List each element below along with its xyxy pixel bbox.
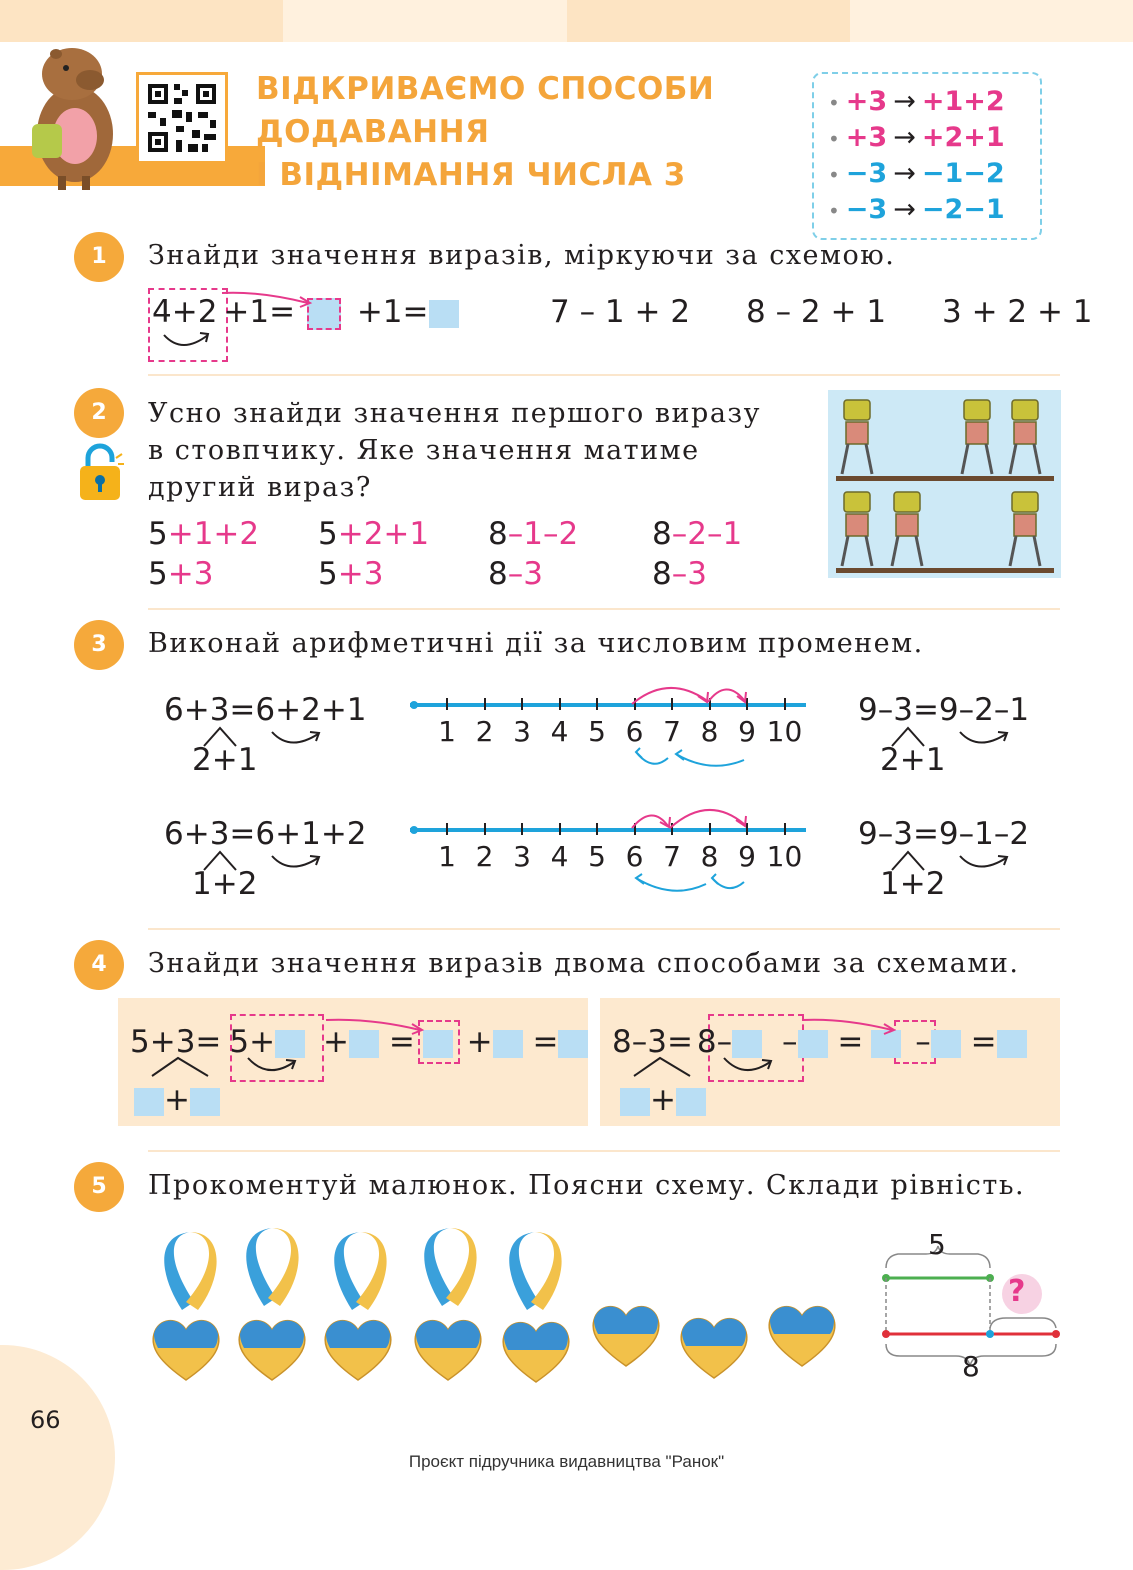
- number-line-label: 9: [738, 715, 756, 748]
- number-line-label: 10: [766, 840, 803, 873]
- number-line-label: 8: [700, 715, 719, 748]
- task-2-column: 5+2+1 5+3: [318, 516, 430, 592]
- ribbons-and-hearts-illustration: [150, 1222, 850, 1386]
- task-1-expr: 7 – 1 + 2: [550, 294, 691, 330]
- task-1-text: Знайди значення виразів, міркуючи за схемою.: [148, 240, 896, 271]
- task-4-right-arrows: [612, 1010, 912, 1090]
- task-3-split: 1+2: [880, 866, 946, 902]
- title-line-1: ВІДКРИВАЄМО СПОСОБИ: [256, 71, 715, 107]
- task-1-number: 1: [74, 232, 124, 282]
- answer-box[interactable]: [190, 1088, 220, 1116]
- number-line-label: 7: [663, 715, 681, 748]
- strategy-box: [812, 72, 1042, 240]
- title-line-2: ДОДАВАННЯ: [256, 114, 490, 150]
- split-marks: [190, 848, 340, 878]
- task-5-number: 5: [74, 1162, 124, 1212]
- split-marks: [878, 848, 1028, 878]
- top-color-bar: [0, 0, 1133, 42]
- answer-box[interactable]: [134, 1088, 164, 1116]
- number-line-label: 1: [438, 715, 456, 748]
- task-3-right-expr: 9–3=9–2–1: [858, 692, 1030, 728]
- number-line-arrows: [410, 796, 810, 896]
- robots-illustration: [828, 390, 1061, 578]
- number-line-label: 6: [625, 715, 644, 748]
- divider: [148, 1150, 1060, 1152]
- task-3-left-expr: 6+3=6+2+1: [164, 692, 367, 728]
- task-2-column: 8–2–1 8–3: [652, 516, 743, 592]
- number-line-label: 4: [550, 715, 569, 748]
- example-arrows: [150, 285, 320, 355]
- task-1-expr: 3 + 2 + 1: [942, 294, 1093, 330]
- answer-box[interactable]: [620, 1088, 650, 1116]
- task-3-split: 1+2: [192, 866, 258, 902]
- number-line-label: 1: [438, 840, 456, 873]
- task-4-left-expr: 5+3= 5+ + = + =: [130, 1024, 588, 1060]
- task-4-right-expr: 8–3= 8– – = – =: [612, 1024, 1027, 1060]
- answer-box[interactable]: [676, 1088, 706, 1116]
- task-2-text: Усно знайди значення першого виразу в стовпчику. Яке значення матиме другий вираз?: [148, 398, 762, 503]
- task-3-text: Виконай арифметичні дії за числовим променем.: [148, 628, 924, 659]
- task-2-number: 2: [74, 388, 124, 438]
- split-marks: [190, 724, 340, 754]
- strategy-row: • −3 → −2−1: [828, 194, 1005, 225]
- page-title: [256, 68, 714, 197]
- task-4-text: Знайди значення виразів двома способами за схемами.: [148, 948, 1020, 979]
- number-line-label: 2: [475, 840, 494, 873]
- answer-box[interactable]: [931, 1030, 961, 1058]
- number-line-arrows: [410, 672, 810, 772]
- number-line-label: 3: [513, 715, 531, 748]
- answer-box[interactable]: [997, 1030, 1027, 1058]
- question-mark-icon: ?: [1008, 1274, 1026, 1309]
- number-line-label: 9: [738, 840, 756, 873]
- task-1-expr: 8 – 2 + 1: [746, 294, 887, 330]
- task-2-column: 5+1+2 5+3: [148, 516, 260, 592]
- answer-box[interactable]: [429, 300, 459, 328]
- task-3-left-expr: 6+3=6+1+2: [164, 816, 367, 852]
- publisher-credit: Проєкт підручника видавництва "Ранок": [408, 1452, 725, 1471]
- task-4-number: 4: [74, 940, 124, 990]
- capybara-mascot-icon: [20, 44, 120, 190]
- task-3-number: 3: [74, 620, 124, 670]
- answer-box[interactable]: [493, 1030, 523, 1058]
- lock-icon: [76, 442, 126, 502]
- strategy-row: • −3 → −1−2: [828, 158, 1005, 189]
- scheme-top-value: 5: [928, 1228, 946, 1261]
- task-2-column: 8–1–2 8–3: [488, 516, 579, 592]
- number-line-label: 6: [625, 840, 644, 873]
- task-4-right-split: +: [620, 1082, 706, 1118]
- title-line-3: І ВІДНІМАННЯ ЧИСЛА 3: [256, 157, 686, 193]
- number-line-label: 2: [475, 715, 494, 748]
- scheme-bottom-value: 8: [962, 1350, 980, 1383]
- task-3-right-expr: 9–3=9–1–2: [858, 816, 1030, 852]
- task-4-left-split: +: [134, 1082, 220, 1118]
- task-5-text: Прокоментуй малюнок. Поясни схему. Склади рівність.: [148, 1170, 1026, 1201]
- answer-box[interactable]: [558, 1030, 588, 1058]
- task-3-split: 2+1: [880, 742, 946, 778]
- divider: [148, 928, 1060, 930]
- qr-code-icon[interactable]: [136, 72, 228, 164]
- number-line-label: 5: [588, 715, 606, 748]
- task-3-split: 2+1: [192, 742, 258, 778]
- task-4-left-arrows: [130, 1010, 430, 1090]
- split-marks: [878, 724, 1028, 754]
- strategy-row: • +3 → +2+1: [828, 122, 1005, 153]
- number-line-label: 4: [550, 840, 569, 873]
- number-line-label: 10: [766, 715, 803, 748]
- task-1-example: 4+2 +1= +1=: [152, 294, 459, 330]
- number-line-label: 8: [700, 840, 719, 873]
- divider: [148, 374, 1060, 376]
- number-line-label: 5: [588, 840, 606, 873]
- number-line-label: 3: [513, 840, 531, 873]
- strategy-row: • +3 → +1+2: [828, 86, 1005, 117]
- page-number: 66: [30, 1406, 61, 1434]
- number-line-label: 7: [663, 840, 681, 873]
- divider: [148, 608, 1060, 610]
